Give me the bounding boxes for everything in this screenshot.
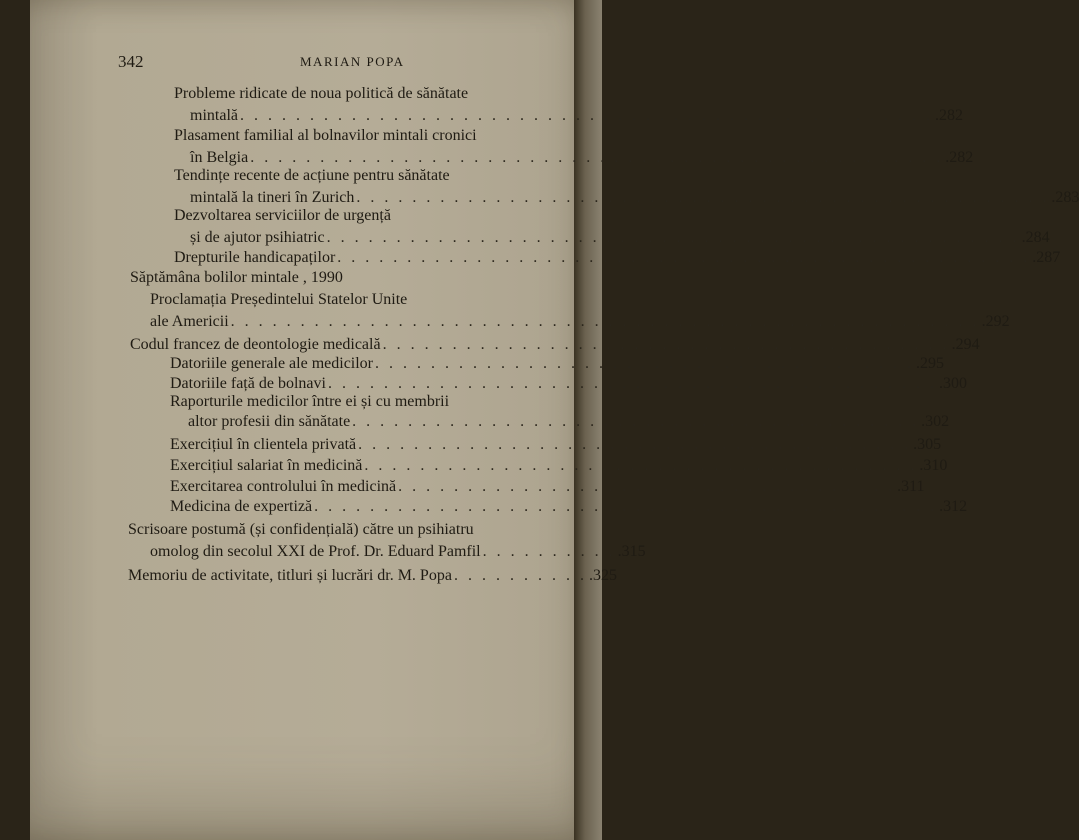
toc-page-number: .302 xyxy=(921,413,950,430)
toc-entry-text: Săptămâna bolilor mintale , 1990 xyxy=(130,269,343,286)
toc-entry-text: Scrisoare postumă (și confidențială) către un psihiatru xyxy=(128,521,474,538)
toc-entry-title: Datoriile generale ale medicilor xyxy=(170,355,374,372)
toc-entry xyxy=(190,148,974,168)
toc-entry xyxy=(170,497,968,517)
toc-entry xyxy=(130,335,980,355)
toc-page-number: .284 xyxy=(1021,229,1050,246)
dot-leader: . . . . . . . . . . . . . . . . . . . . . . . . . . . . . . . . . . . . . . . . . . . . . xyxy=(314,498,938,515)
toc-entry xyxy=(190,106,963,126)
toc-entry-title: Memoriu de activitate, titluri și lucrări dr. M. Popa xyxy=(128,567,452,584)
toc-entry-title: Codul francez de deontologie medicală xyxy=(130,336,381,353)
dot-leader: . . . . . . . . . . . . . . . . . . . . . . . . . . . . . . . . . . . . . . . . . . . . xyxy=(327,375,937,392)
toc-entry-title: Medicina de expertiză xyxy=(170,498,313,515)
dot-leader: . . . . . . . . . . xyxy=(453,567,587,584)
toc-page-number: .311 xyxy=(897,478,925,495)
toc-entry xyxy=(170,374,967,394)
page-number: 342 xyxy=(118,52,144,71)
toc-page-number: .325 xyxy=(588,567,617,584)
toc-entry xyxy=(128,566,617,586)
toc-entry-text: Dezvoltarea serviciilor de urgență xyxy=(174,207,391,224)
toc-entry-title: Exercițiul salariat în medicină xyxy=(170,457,363,474)
dot-leader: . . . . . . . . . . xyxy=(482,543,616,560)
dot-leader: . . . . . . . . . . . . . . . . . . . . . . . . . . . . . . . . . . . . . . . . . . . . . . . . . . xyxy=(239,107,933,124)
toc-entry-text: Raporturile medicilor între ei și cu membrii xyxy=(170,393,450,410)
toc-entry xyxy=(170,456,948,476)
toc-entry xyxy=(190,228,1050,248)
toc-entry xyxy=(190,188,1079,208)
dot-leader: . . . . . . . . . . . . . . . . . . . . . . . . . . . . . . . . . . . . . . . . . . . . . . . . . . xyxy=(250,149,944,166)
toc-page-number: .292 xyxy=(981,313,1010,330)
toc-entry-title: și de ajutor psihiatric xyxy=(190,229,325,246)
toc-entry-title: ale Americii xyxy=(150,313,229,330)
toc-page-number: .300 xyxy=(938,375,967,392)
dot-leader: . . . . . . . . . . . . . . . . . . . . . . . . . . . . . . . . . . . . . . . xyxy=(375,355,915,372)
toc-entry xyxy=(174,248,1061,268)
toc-entry xyxy=(188,412,950,432)
toc-page-number: .312 xyxy=(939,498,968,515)
running-head: MARIAN POPA xyxy=(300,54,405,69)
dot-leader: . . . . . . . . . . . . . . . . . . . . . . . . . . . . . . . . . . . . . . . . . xyxy=(352,413,920,430)
dot-leader: . . . . . . . . . . . . . . . . . . . . . . . . . . . . . . . . . . . . xyxy=(398,478,896,495)
toc-entry-title: Datoriile față de bolnavi xyxy=(170,375,326,392)
toc-entry-title: Exercitarea controlului în medicină xyxy=(170,478,397,495)
toc-page-number: .287 xyxy=(1032,249,1061,266)
toc-page-number: .305 xyxy=(913,436,942,453)
toc-entry-title: omolog din secolul XXI de Prof. Dr. Eduard Pamfil xyxy=(150,543,481,560)
toc-entry-title: Drepturile handicapaților xyxy=(174,249,336,266)
dot-leader: . . . . . . . . . . . . . . . . . . . . . . . . . . . . . . . . . . . . . . . . xyxy=(364,457,918,474)
toc-entry xyxy=(150,542,646,562)
toc-page-number: .282 xyxy=(934,107,963,124)
toc-entry xyxy=(150,312,1010,332)
toc-entry-text: Probleme ridicate de noua politică de sănătate xyxy=(174,85,469,102)
dot-leader: . . . . . . . . . . . . . . . . . . . . . . . . . . . . . . . . . . . . . . . . . . . . . . . . . . xyxy=(356,189,1050,206)
dot-leader: . . . . . . . . . . . . . . . . . . . . . . . . . . . . . . . . . . . . . . . . . xyxy=(382,336,950,353)
dot-leader: . . . . . . . . . . . . . . . . . . . . . . . . . . . . . . . . . . . . . . . . . . . . . . . . . . . . . . xyxy=(230,313,980,330)
toc-page-number: .295 xyxy=(916,355,945,372)
dot-leader: . . . . . . . . . . . . . . . . . . . . . . . . . . . . . . . . . . . . . . . . . . . . . . . . . . xyxy=(326,229,1020,246)
toc-entry-title: mintală xyxy=(190,107,238,124)
dot-leader: . . . . . . . . . . . . . . . . . . . . . . . . . . . . . . . . . . . . . . . . . . . . . . . . . . xyxy=(337,249,1031,266)
toc-entry-title: Exercițiul în clientela privată xyxy=(170,436,357,453)
toc-entry-text: Proclamația Președintelui Statelor Unite xyxy=(150,291,408,308)
toc-entry-text: Tendințe recente de acțiune pentru sănătate xyxy=(174,167,450,184)
toc-entry xyxy=(170,477,925,497)
toc-entry-title: mintală la tineri în Zurich xyxy=(190,189,355,206)
toc-entry-title: altor profesii din sănătate xyxy=(188,413,351,430)
toc-page-number: .294 xyxy=(951,336,980,353)
toc-page-number: .315 xyxy=(617,543,646,560)
toc-page-number: .283 xyxy=(1051,189,1079,206)
dot-leader: . . . . . . . . . . . . . . . . . . . . . . . . . . . . . . . . . . . . . . . . xyxy=(358,436,912,453)
toc-entry xyxy=(170,435,942,455)
toc-entry-title: în Belgia xyxy=(190,149,249,166)
toc-entry xyxy=(170,354,945,374)
toc-entry-text: Plasament familial al bolnavilor mintali cronici xyxy=(174,127,477,144)
toc-page-number: .282 xyxy=(945,149,974,166)
toc-page-number: .310 xyxy=(919,457,948,474)
